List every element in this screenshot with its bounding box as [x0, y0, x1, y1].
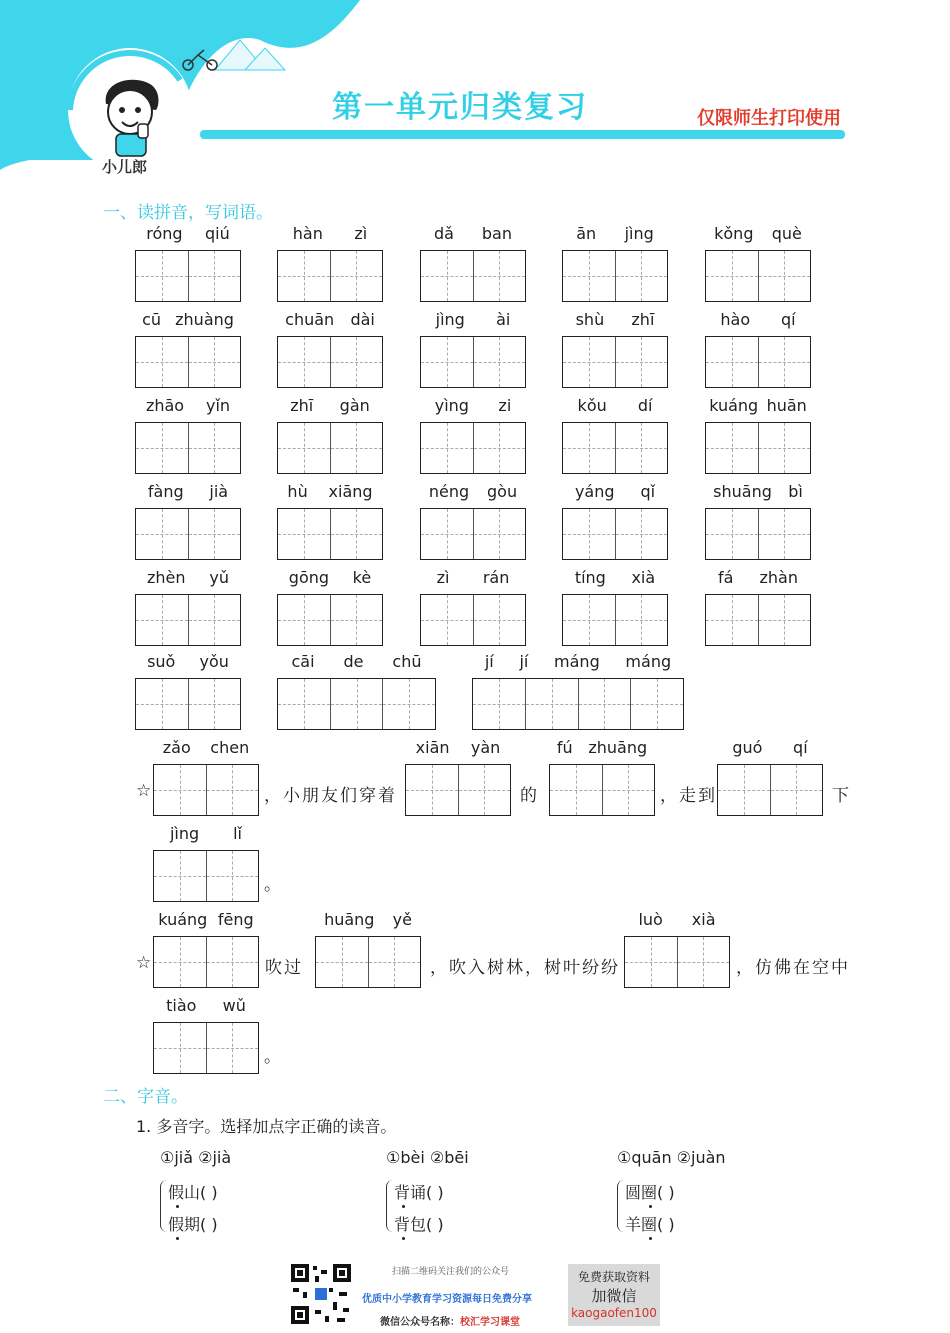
writing-box[interactable] — [153, 764, 259, 816]
pinyin-label: shù zhī — [575, 310, 655, 329]
pinyin-label: zhèn yǔ — [146, 568, 230, 587]
pinyin-label: fàng jià — [147, 482, 229, 501]
writing-box[interactable] — [135, 508, 241, 560]
writing-box[interactable] — [420, 508, 526, 560]
writing-box[interactable] — [277, 250, 383, 302]
writing-box[interactable] — [705, 336, 811, 388]
emphasis-dot — [176, 1205, 179, 1208]
pinyin-label: hàn zì — [292, 224, 368, 243]
pinyin-label: ān jìng — [576, 224, 654, 243]
pinyin-label: kǒu dí — [577, 396, 653, 415]
writing-box[interactable] — [135, 594, 241, 646]
brace — [617, 1180, 624, 1232]
writing-box[interactable] — [549, 764, 655, 816]
pinyin-label: zhī gàn — [290, 396, 370, 415]
word-item[interactable]: 假山( ) — [168, 1183, 218, 1202]
qr-code-image — [289, 1262, 353, 1326]
pinyin-s2-4: tiào wǔ — [166, 996, 246, 1015]
word-item[interactable]: 羊圈( ) — [625, 1215, 675, 1234]
writing-box[interactable] — [624, 936, 730, 988]
word-item[interactable]: 背包( ) — [394, 1215, 444, 1234]
wechat-badge: 免费获取资料 加微信 kaogaofen100 — [568, 1264, 660, 1326]
pinyin-label: chuān dài — [285, 310, 375, 329]
options-group-1: ①jiǎ ②jià — [160, 1148, 232, 1167]
pinyin-label: yáng qǐ — [574, 482, 656, 501]
footer-line-1: 扫描二维码关注我们的公众号 — [392, 1267, 510, 1277]
section-heading-2: 二、字音。 — [103, 1087, 188, 1107]
writing-box[interactable] — [277, 336, 383, 388]
footer-line-3: 微信公众号名称：校汇学习课堂 — [380, 1317, 520, 1328]
writing-box[interactable] — [420, 250, 526, 302]
pinyin-label: fá zhàn — [718, 568, 798, 587]
word-item[interactable]: 背诵( ) — [394, 1183, 444, 1202]
pinyin-s1-4: guó qí — [732, 738, 808, 757]
pinyin-label: kǒng què — [714, 224, 802, 243]
writing-box[interactable] — [135, 422, 241, 474]
writing-box[interactable] — [562, 594, 668, 646]
writing-box[interactable] — [705, 250, 811, 302]
pinyin-label: dǎ ban — [433, 224, 512, 243]
writing-box[interactable] — [315, 936, 421, 988]
pinyin-label: néng gòu — [428, 482, 518, 501]
writing-box[interactable] — [135, 336, 241, 388]
sentence-text: ，走到 — [660, 786, 717, 806]
writing-box[interactable] — [153, 1022, 259, 1074]
pinyin-row6-a: suǒ yǒu — [147, 652, 229, 671]
writing-box[interactable] — [420, 336, 526, 388]
pinyin-label: gōng kè — [288, 568, 372, 587]
brace — [160, 1180, 167, 1232]
emphasis-dot — [649, 1205, 652, 1208]
sentence-text: ，仿佛在空中 — [736, 958, 850, 978]
writing-box[interactable] — [705, 594, 811, 646]
section-heading-1: 一、读拼音，写词语。 — [103, 203, 273, 223]
pinyin-s2-2: huāng yě — [324, 910, 412, 929]
writing-box[interactable] — [717, 764, 823, 816]
pinyin-label: shuāng bì — [713, 482, 803, 501]
writing-box[interactable] — [562, 250, 668, 302]
pinyin-row6-b: cāi de chū — [291, 652, 422, 671]
print-notice: 仅限师生打印使用 — [697, 108, 841, 129]
writing-box[interactable] — [420, 422, 526, 474]
writing-box[interactable] — [420, 594, 526, 646]
sentence-text: 。 — [264, 875, 283, 895]
emphasis-dot — [649, 1237, 652, 1240]
writing-box[interactable] — [135, 678, 241, 730]
pinyin-s2-1: kuáng fēng — [158, 910, 254, 929]
writing-box[interactable] — [472, 678, 684, 730]
emphasis-dot — [402, 1237, 405, 1240]
writing-box[interactable] — [153, 936, 259, 988]
pinyin-label: hù xiāng — [287, 482, 373, 501]
word-item[interactable]: 假期( ) — [168, 1215, 218, 1234]
pinyin-label: zì rán — [436, 568, 510, 587]
question-1: 1. 多音字。选择加点字正确的读音。 — [136, 1117, 397, 1136]
sentence-text: 吹过 — [265, 958, 303, 978]
star-mark: ☆ — [136, 781, 154, 801]
pinyin-label: jìng ài — [435, 310, 511, 329]
writing-box[interactable] — [705, 422, 811, 474]
word-item[interactable]: 圆圈( ) — [625, 1183, 675, 1202]
emphasis-dot — [402, 1205, 405, 1208]
writing-box[interactable] — [562, 336, 668, 388]
writing-box[interactable] — [405, 764, 511, 816]
sentence-text: ，吹入树林，树叶纷纷 — [430, 958, 620, 978]
sentence-text: 。 — [264, 1047, 283, 1067]
mascot-label: 小儿郎 — [102, 158, 148, 176]
pinyin-s1-3: fú zhuāng — [556, 738, 648, 757]
star-mark: ☆ — [136, 953, 154, 973]
sentence-text: 的 — [520, 786, 539, 806]
writing-box[interactable] — [153, 850, 259, 902]
pinyin-row6-c: jí jí máng máng — [484, 652, 672, 671]
pinyin-s1-5: jìng lǐ — [169, 824, 242, 843]
pinyin-s1-1: zǎo chen — [162, 738, 250, 757]
pinyin-label: tíng xià — [574, 568, 656, 587]
pinyin-label: róng qiú — [146, 224, 230, 243]
pinyin-label: cū zhuàng — [142, 310, 234, 329]
writing-box[interactable] — [562, 422, 668, 474]
writing-box[interactable] — [705, 508, 811, 560]
pinyin-s1-2: xiān yàn — [415, 738, 501, 757]
pinyin-label: kuáng huān — [709, 396, 807, 415]
brace — [386, 1180, 393, 1232]
writing-box[interactable] — [135, 250, 241, 302]
sentence-text: 下 — [832, 786, 851, 806]
options-group-2: ①bèi ②bēi — [386, 1148, 469, 1167]
emphasis-dot — [176, 1237, 179, 1240]
writing-box[interactable] — [277, 422, 383, 474]
pinyin-label: zhāo yǐn — [145, 396, 231, 415]
sentence-text: ，小朋友们穿着 — [264, 786, 397, 806]
writing-box[interactable] — [277, 594, 383, 646]
pinyin-label: yìng zi — [434, 396, 512, 415]
writing-box[interactable] — [562, 508, 668, 560]
writing-box[interactable] — [277, 678, 436, 730]
page-title: 第一单元归类复习 — [332, 90, 588, 125]
pinyin-label: hào qí — [720, 310, 796, 329]
pinyin-s2-3: luò xià — [638, 910, 716, 929]
writing-box[interactable] — [277, 508, 383, 560]
mascot-image — [98, 76, 164, 158]
footer-line-2: 优质中小学教育学习资源每日免费分享 — [362, 1294, 532, 1305]
options-group-3: ①quān ②juàn — [617, 1148, 726, 1167]
